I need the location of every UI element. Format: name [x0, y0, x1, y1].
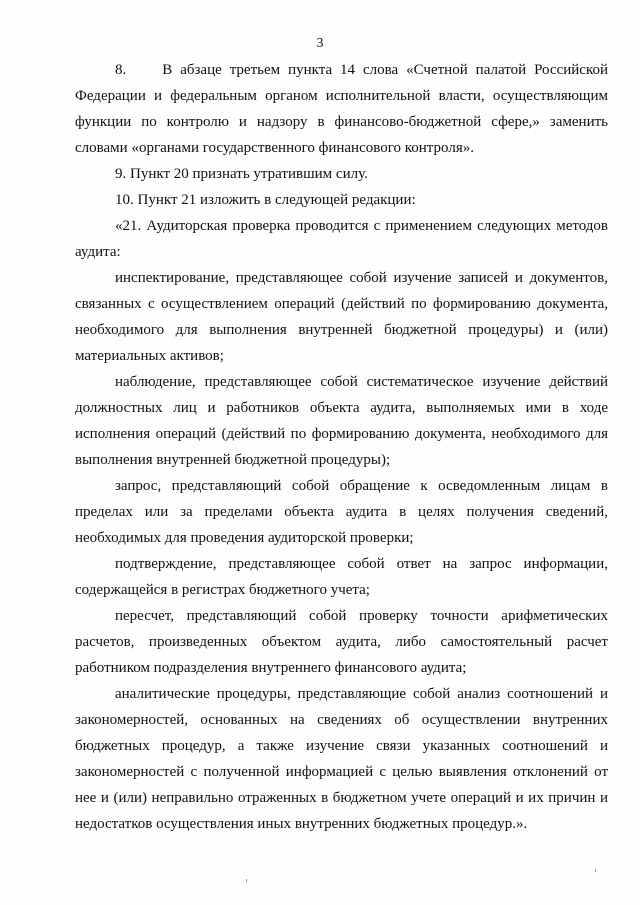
scan-artifact	[595, 869, 596, 872]
paragraph-10: 10. Пункт 21 изложить в следующей редакции:	[115, 192, 416, 208]
paragraph-observation: наблюдение, представляющее собой систематическое изучение действий должностных лиц и работников объекта аудита, выполняемых ими в ходе исполнения операций (действий по формированию документа, необходимого для выполнения внутренней бюджетной процедуры);	[75, 374, 608, 468]
paragraph-number: 8.	[115, 62, 127, 78]
scan-artifact	[246, 879, 247, 882]
page-number: 3	[316, 36, 324, 51]
paragraph-request: запрос, представляющий собой обращение к осведомленным лицам в пределах или за пределами объекта аудита в целях получения сведений, необходимых для проведения аудиторской проверки;	[75, 478, 608, 546]
paragraph-9: 9. Пункт 20 признать утратившим силу.	[115, 166, 368, 182]
paragraph-8	[75, 57, 608, 161]
paragraph-analytical-procedures: аналитические процедуры, представляющие собой анализ соотношений и закономерностей, основанных на сведениях об осуществлении внутренних бюджетных процедур, а также изучение связи указанных соотношений и закономерностей с полученной информацией с целью выявления отклонений от нее и (или) неправильно отраженных в бюджетном учете операций и их причин и недостатков осуществления иных внутренних бюджетных процедур.».	[75, 686, 608, 832]
paragraph-text: В абзаце третьем пункта 14 слова «Счетной палатой Российской Федерации и федеральным органом исполнительной власти, осуществляющим функции по контролю и надзору в финансово-бюджетной сфере,» заменить словами «органами государственного финансового контроля».	[75, 62, 608, 156]
paragraph-confirmation: подтверждение, представляющее собой ответ на запрос информации, содержащейся в регистрах бюджетного учета;	[75, 556, 608, 598]
paragraph-inspection: инспектирование, представляющее собой изучение записей и документов, связанных с осуществлением операций (действий по формированию документа, необходимого для выполнения внутренней бюджетной процедуры) и (или) материальных активов;	[75, 270, 608, 364]
document-body	[75, 57, 608, 837]
paragraph-recalculation: пересчет, представляющий собой проверку точности арифметических расчетов, произведенных объектом аудита, либо самостоятельный расчет работником подразделения внутреннего финансового аудита;	[75, 608, 608, 676]
paragraph-21-intro: «21. Аудиторская проверка проводится с применением следующих методов аудита:	[75, 218, 608, 260]
